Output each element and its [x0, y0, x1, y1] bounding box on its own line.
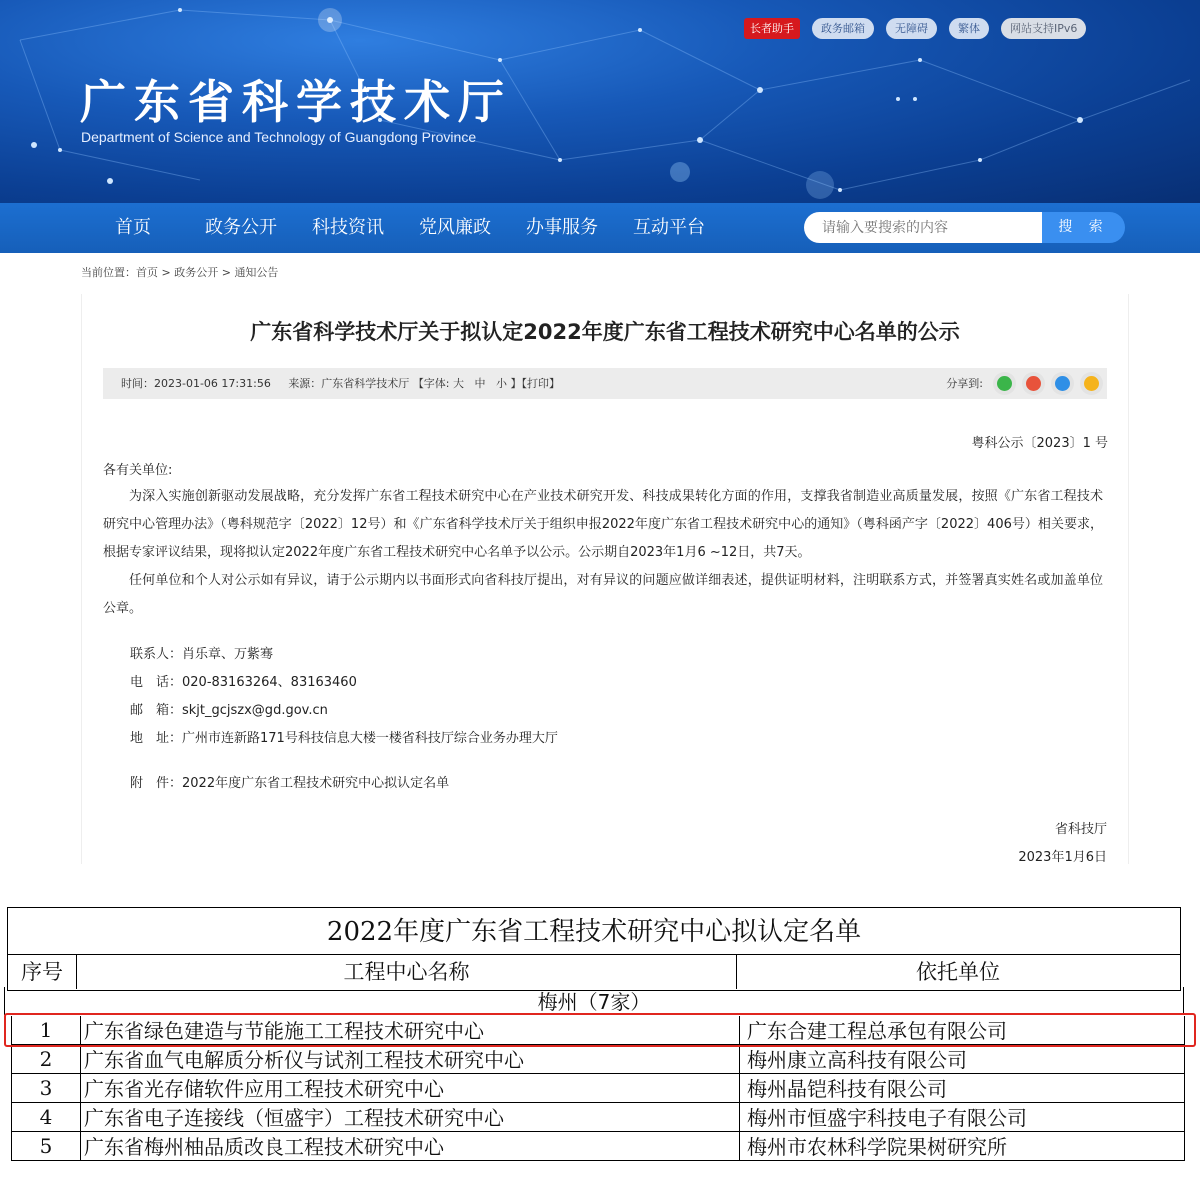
nav-item-government-affairs[interactable]: 政务公开 [205, 217, 277, 238]
table-title: 2022年度广东省工程技术研究中心拟认定名单 [7, 907, 1181, 955]
nav-item-party-integrity[interactable]: 党风廉政 [419, 217, 491, 238]
font-size-label: 【字体: [412, 377, 450, 390]
search-button[interactable]: 搜 索 [1042, 212, 1125, 243]
table-row [11, 1045, 1185, 1074]
nav-item-interaction[interactable]: 互动平台 [633, 217, 705, 238]
contact-person: 联系人：肖乐章、万紫骞 [130, 647, 274, 662]
accessibility-button[interactable]: 无障碍 [886, 18, 937, 39]
row-no: 4 [39, 1105, 53, 1129]
header-no: 序号 [8, 955, 77, 989]
row-no: 3 [39, 1076, 53, 1100]
traditional-chinese-button[interactable]: 繁体 [949, 18, 989, 39]
row-center-name: 广东省电子连接线（恒盛宇）工程技术研究中心 [80, 1103, 739, 1131]
font-large-button[interactable]: 大 [453, 377, 465, 390]
row-center-name: 广东省光存储软件应用工程技术研究中心 [80, 1074, 739, 1102]
table-row [11, 1103, 1185, 1132]
site-subtitle: Department of Science and Technology of Guangdong Province [81, 129, 477, 145]
nav-item-tech-news[interactable]: 科技资讯 [312, 217, 384, 238]
breadcrumb-separator: > [218, 266, 235, 279]
article-meta-bar [103, 368, 1107, 399]
paragraph-2 [103, 567, 1103, 623]
table-row [11, 1074, 1185, 1103]
ipv6-badge: 网站支持IPv6 [1001, 18, 1086, 39]
row-center-name: 广东省绿色建造与节能施工工程技术研究中心 [80, 1016, 739, 1044]
search-input[interactable] [804, 212, 1044, 243]
font-small-button[interactable]: 小 [496, 377, 508, 390]
paragraph-2-text: 任何单位和个人对公示如有异议，请于公示期内以书面形式向省科技厅提出，对有异议的问题应做详细表述，提供证明材料，注明联系方式，并签署真实姓名或加盖单位公章。 [103, 573, 1103, 616]
nav-item-home[interactable]: 首页 [115, 217, 151, 238]
wechat-icon[interactable] [993, 372, 1016, 395]
nav-item-services[interactable]: 办事服务 [526, 217, 598, 238]
table-row [11, 1132, 1185, 1161]
table-section-meizhou: 梅州（7家） [4, 987, 1184, 1015]
paragraph-1 [103, 483, 1103, 567]
site-banner [0, 0, 1200, 203]
site-title: 广东省科学技术厅 [80, 75, 512, 129]
header-org: 依托单位 [916, 960, 1000, 984]
highlight-box [4, 1013, 1196, 1047]
paragraph-1-text: 为深入实施创新驱动发展战略，充分发挥广东省工程技术研究中心在产业技术研究开发、科技成果转化方面的作用，支撑我省制造业高质量发展，按照《广东省工程技术研究中心管理办法》（粤科规范字〔2022〕12号）和《广东省科学技术厅关于组织申报2022年度广东省工程技术研究中心的通知》（粤科函产字〔2022〕406号）相关要求，根据专家评议结果，现将拟认定2022年度广东省工程技术研究中心名单予以公示。公示期自2023年1月6 ~12日，共7天。 [103, 489, 1103, 560]
table-header-row [7, 954, 1181, 991]
row-center-name: 广东省血气电解质分析仪与试剂工程技术研究中心 [80, 1045, 739, 1073]
row-org: 梅州市农林科学院果树研究所 [739, 1132, 1185, 1160]
article-source: 来源：广东省科学技术厅 [288, 377, 410, 390]
breadcrumb-government-affairs[interactable]: 政务公开 [174, 266, 219, 279]
signature-date: 2023年1月6日 [1018, 850, 1107, 865]
attachment-link[interactable]: 附 件：2022年度广东省工程技术研究中心拟认定名单 [130, 776, 450, 791]
elder-assistant-button[interactable]: 长者助手 [744, 18, 800, 39]
government-mailbox-button[interactable]: 政务邮箱 [812, 18, 874, 39]
article-title: 广东省科学技术厅关于拟认定2022年度广东省工程技术研究中心名单的公示 [250, 320, 960, 344]
document-number: 粤科公示〔2023〕1 号 [971, 436, 1108, 451]
breadcrumb [81, 264, 278, 280]
font-medium-button[interactable]: 中 [474, 377, 486, 390]
breadcrumb-home[interactable]: 首页 [136, 266, 158, 279]
contact-address: 地 址：广州市连新路171号科技信息大楼一楼省科技厅综合业务办理大厅 [130, 731, 558, 746]
breadcrumb-separator: > [158, 266, 175, 279]
row-org: 广东合建工程总承包有限公司 [739, 1016, 1185, 1044]
print-button[interactable]: 【打印】 [521, 377, 561, 390]
contact-email: 邮 箱：skjt_gcjszx@gd.gov.cn [130, 703, 328, 718]
publish-time: 时间：2023-01-06 17:31:56 [121, 377, 271, 390]
header-center-name: 工程中心名称 [77, 955, 737, 989]
contact-phone: 电 话：020-83163264、83163460 [130, 675, 357, 690]
row-org: 梅州康立高科技有限公司 [739, 1045, 1185, 1073]
signature-org: 省科技厅 [1054, 822, 1107, 837]
font-size-close: 】 [510, 377, 522, 390]
row-org: 梅州晶铠科技有限公司 [739, 1074, 1185, 1102]
salutation: 各有关单位: [103, 463, 173, 478]
breadcrumb-notices[interactable]: 通知公告 [234, 266, 279, 279]
top-utility-bar [744, 18, 1086, 39]
share-bar [946, 368, 1103, 399]
breadcrumb-prefix: 当前位置： [81, 266, 136, 279]
qq-icon[interactable] [1051, 372, 1074, 395]
share-label: 分享到: [946, 377, 983, 390]
row-no: 5 [39, 1134, 53, 1158]
row-no: 2 [39, 1047, 53, 1071]
row-org: 梅州市恒盛宇科技电子有限公司 [739, 1103, 1185, 1131]
weibo-icon[interactable] [1022, 372, 1045, 395]
row-no: 1 [39, 1018, 53, 1042]
qzone-icon[interactable] [1080, 372, 1103, 395]
row-center-name: 广东省梅州柚品质改良工程技术研究中心 [80, 1132, 739, 1160]
